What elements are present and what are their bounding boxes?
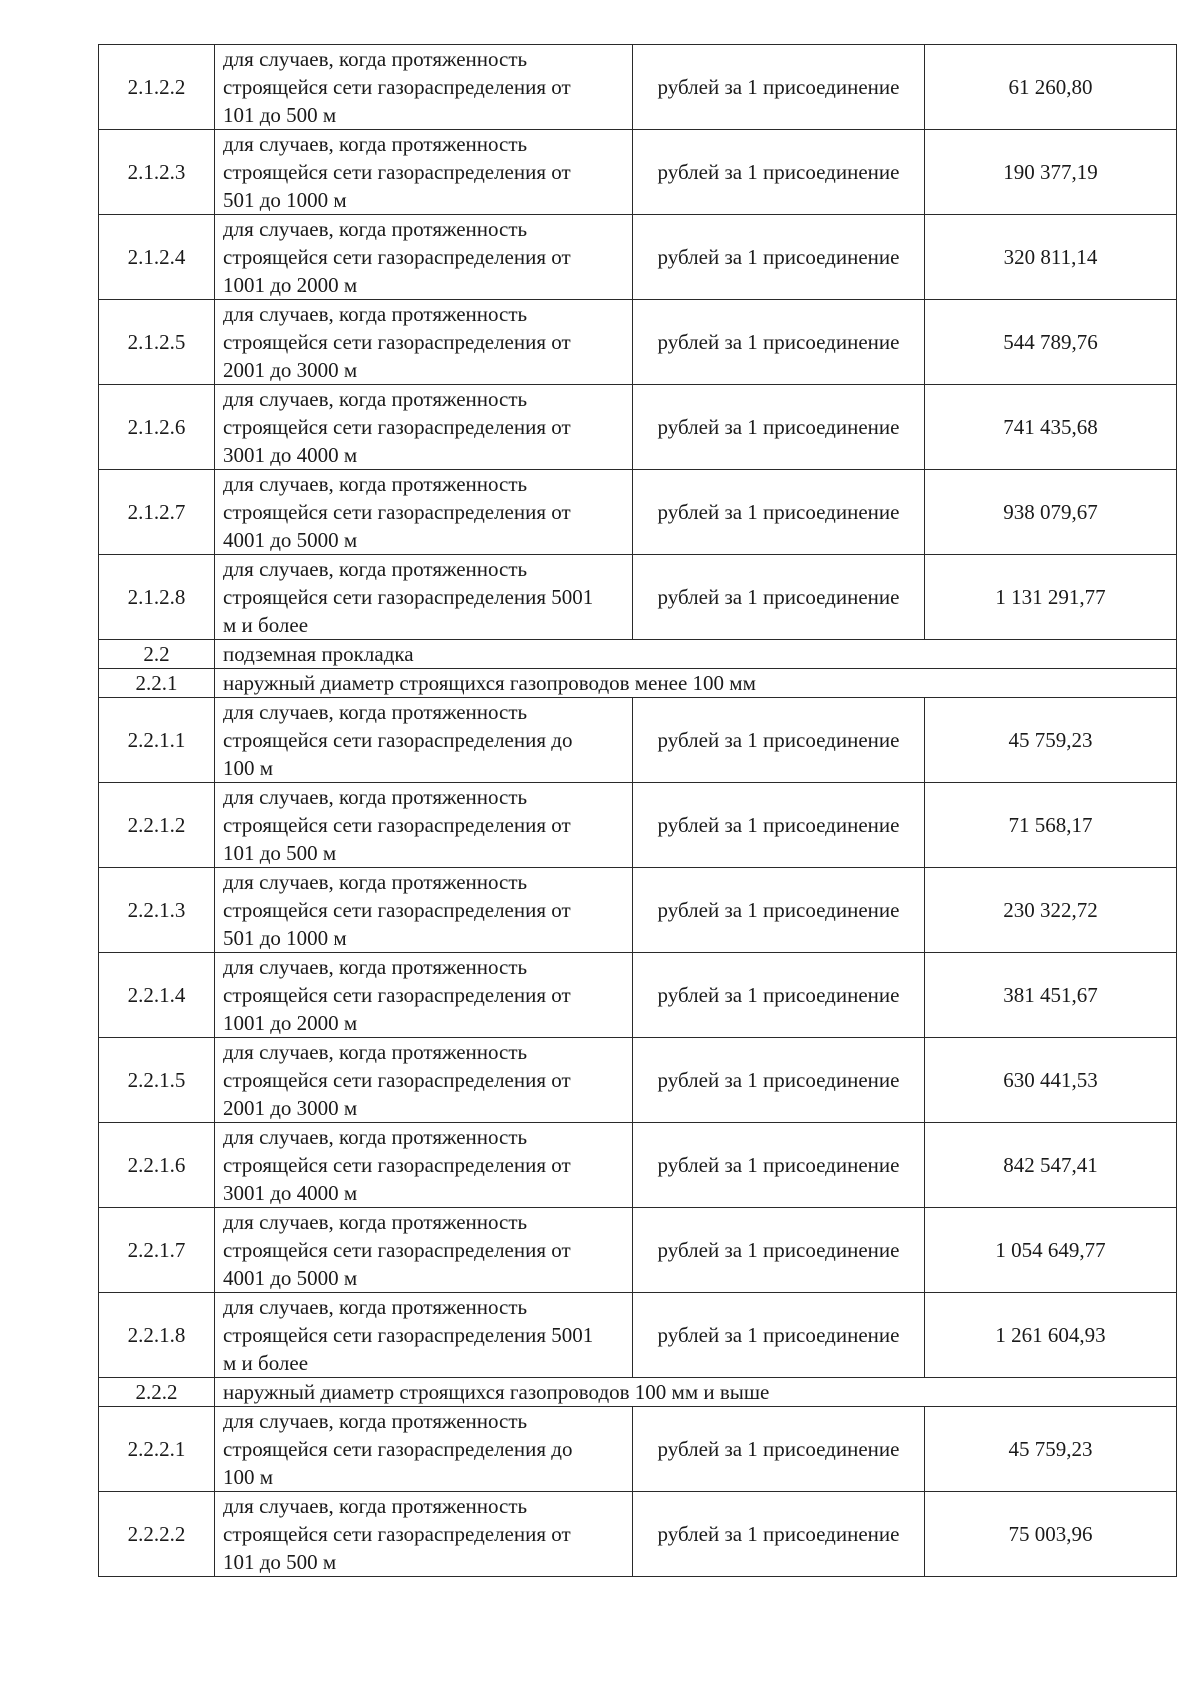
row-unit: рублей за 1 присоединение (633, 470, 925, 555)
row-code: 2.1.2.4 (99, 215, 215, 300)
row-description (215, 300, 633, 385)
table-row (99, 1123, 1177, 1208)
row-code: 2.1.2.3 (99, 130, 215, 215)
row-unit: рублей за 1 присоединение (633, 868, 925, 953)
row-value: 842 547,41 (925, 1123, 1177, 1208)
row-unit: рублей за 1 присоединение (633, 1492, 925, 1577)
row-code: 2.2.1.8 (99, 1293, 215, 1378)
row-code: 2.2.2 (99, 1378, 215, 1407)
row-value: 544 789,76 (925, 300, 1177, 385)
description-line: строящейся сети газораспределения от (223, 898, 571, 922)
description-line: строящейся сети газораспределения от (223, 813, 571, 837)
section-title: наружный диаметр строящихся газопроводов 100 мм и выше (215, 1378, 1177, 1407)
description-line: 1001 до 2000 м (223, 1011, 358, 1035)
row-description (215, 783, 633, 868)
description-line: строящейся сети газораспределения от (223, 983, 571, 1007)
row-value: 741 435,68 (925, 385, 1177, 470)
row-code: 2.1.2.5 (99, 300, 215, 385)
row-description (215, 1492, 633, 1577)
row-code: 2.2.1.4 (99, 953, 215, 1038)
row-description (215, 470, 633, 555)
description-line: 4001 до 5000 м (223, 528, 358, 552)
description-line: 501 до 1000 м (223, 188, 347, 212)
description-line: строящейся сети газораспределения от (223, 1522, 571, 1546)
row-value: 61 260,80 (925, 45, 1177, 130)
description-line: для случаев, когда протяженность (223, 47, 528, 71)
table-row (99, 1293, 1177, 1378)
description-line: м и более (223, 613, 309, 637)
row-unit: рублей за 1 присоединение (633, 300, 925, 385)
row-code: 2.2.1.1 (99, 698, 215, 783)
row-code: 2.1.2.7 (99, 470, 215, 555)
description-line: для случаев, когда протяженность (223, 1409, 528, 1433)
description-line: для случаев, когда протяженность (223, 1125, 528, 1149)
description-line: для случаев, когда протяженность (223, 1295, 528, 1319)
table-row (99, 1407, 1177, 1492)
description-line: 101 до 500 м (223, 1550, 337, 1574)
row-value: 1 131 291,77 (925, 555, 1177, 640)
table-row (99, 1492, 1177, 1577)
description-line: строящейся сети газораспределения от (223, 1238, 571, 1262)
description-line: строящейся сети газораспределения от (223, 500, 571, 524)
row-code: 2.1.2.2 (99, 45, 215, 130)
table-row (99, 130, 1177, 215)
description-line: 2001 до 3000 м (223, 358, 358, 382)
description-line: строящейся сети газораспределения от (223, 75, 571, 99)
table-row (99, 45, 1177, 130)
section-title: наружный диаметр строящихся газопроводов менее 100 мм (215, 669, 1177, 698)
table-row (99, 698, 1177, 783)
description-line: для случаев, когда протяженность (223, 302, 528, 326)
description-line: строящейся сети газораспределения от (223, 245, 571, 269)
row-unit: рублей за 1 присоединение (633, 1208, 925, 1293)
row-value: 1 054 649,77 (925, 1208, 1177, 1293)
row-unit: рублей за 1 присоединение (633, 953, 925, 1038)
row-description (215, 1407, 633, 1492)
description-line: для случаев, когда протяженность (223, 217, 528, 241)
table-row (99, 1208, 1177, 1293)
table-row (99, 953, 1177, 1038)
row-value: 45 759,23 (925, 1407, 1177, 1492)
description-line: для случаев, когда протяженность (223, 785, 528, 809)
description-line: 101 до 500 м (223, 103, 337, 127)
table-row (99, 1038, 1177, 1123)
row-value: 630 441,53 (925, 1038, 1177, 1123)
table-row (99, 783, 1177, 868)
row-unit: рублей за 1 присоединение (633, 130, 925, 215)
description-line: строящейся сети газораспределения 5001 (223, 585, 594, 609)
row-code: 2.2.1.7 (99, 1208, 215, 1293)
table-row (99, 385, 1177, 470)
row-unit: рублей за 1 присоединение (633, 555, 925, 640)
description-line: для случаев, когда протяженность (223, 955, 528, 979)
row-code: 2.2.2.1 (99, 1407, 215, 1492)
description-line: для случаев, когда протяженность (223, 1210, 528, 1234)
description-line: строящейся сети газораспределения от (223, 330, 571, 354)
description-line: для случаев, когда протяженность (223, 472, 528, 496)
row-unit: рублей за 1 присоединение (633, 1038, 925, 1123)
row-description (215, 1038, 633, 1123)
row-code: 2.1.2.6 (99, 385, 215, 470)
description-line: 3001 до 4000 м (223, 443, 358, 467)
row-code: 2.2.1.3 (99, 868, 215, 953)
section-title: подземная прокладка (215, 640, 1177, 669)
description-line: для случаев, когда протяженность (223, 132, 528, 156)
row-value: 320 811,14 (925, 215, 1177, 300)
row-description (215, 555, 633, 640)
row-value: 1 261 604,93 (925, 1293, 1177, 1378)
row-value: 71 568,17 (925, 783, 1177, 868)
row-description (215, 385, 633, 470)
description-line: 4001 до 5000 м (223, 1266, 358, 1290)
row-description (215, 130, 633, 215)
description-line: м и более (223, 1351, 309, 1375)
table-row (99, 470, 1177, 555)
row-value: 381 451,67 (925, 953, 1177, 1038)
row-value: 45 759,23 (925, 698, 1177, 783)
description-line: 100 м (223, 756, 274, 780)
description-line: строящейся сети газораспределения до (223, 1437, 573, 1461)
description-line: строящейся сети газораспределения от (223, 415, 571, 439)
row-code: 2.2.1.5 (99, 1038, 215, 1123)
row-code: 2.1.2.8 (99, 555, 215, 640)
row-description (215, 215, 633, 300)
row-value: 190 377,19 (925, 130, 1177, 215)
row-description (215, 868, 633, 953)
description-line: 501 до 1000 м (223, 926, 347, 950)
row-unit: рублей за 1 присоединение (633, 1123, 925, 1208)
description-line: 100 м (223, 1465, 274, 1489)
tariff-table (98, 44, 1177, 1577)
row-code: 2.2.2.2 (99, 1492, 215, 1577)
table-row (99, 555, 1177, 640)
row-description (215, 45, 633, 130)
section-row (99, 640, 1177, 669)
description-line: для случаев, когда протяженность (223, 557, 528, 581)
row-code: 2.2.1.2 (99, 783, 215, 868)
row-description (215, 1293, 633, 1378)
description-line: строящейся сети газораспределения 5001 (223, 1323, 594, 1347)
row-description (215, 953, 633, 1038)
description-line: строящейся сети газораспределения до (223, 728, 573, 752)
description-line: для случаев, когда протяженность (223, 700, 528, 724)
row-code: 2.2.1 (99, 669, 215, 698)
row-unit: рублей за 1 присоединение (633, 1407, 925, 1492)
row-code: 2.2 (99, 640, 215, 669)
description-line: 3001 до 4000 м (223, 1181, 358, 1205)
row-unit: рублей за 1 присоединение (633, 783, 925, 868)
row-unit: рублей за 1 присоединение (633, 215, 925, 300)
row-description (215, 1208, 633, 1293)
description-line: строящейся сети газораспределения от (223, 1153, 571, 1177)
description-line: для случаев, когда протяженность (223, 387, 528, 411)
description-line: 2001 до 3000 м (223, 1096, 358, 1120)
description-line: строящейся сети газораспределения от (223, 160, 571, 184)
row-unit: рублей за 1 присоединение (633, 385, 925, 470)
table-row (99, 868, 1177, 953)
section-row (99, 669, 1177, 698)
row-description (215, 698, 633, 783)
description-line: строящейся сети газораспределения от (223, 1068, 571, 1092)
table-row (99, 215, 1177, 300)
description-line: для случаев, когда протяженность (223, 1040, 528, 1064)
description-line: 1001 до 2000 м (223, 273, 358, 297)
row-unit: рублей за 1 присоединение (633, 698, 925, 783)
description-line: для случаев, когда протяженность (223, 1494, 528, 1518)
row-unit: рублей за 1 присоединение (633, 45, 925, 130)
row-value: 75 003,96 (925, 1492, 1177, 1577)
tariff-table-body (99, 45, 1177, 1577)
section-row (99, 1378, 1177, 1407)
description-line: 101 до 500 м (223, 841, 337, 865)
row-code: 2.2.1.6 (99, 1123, 215, 1208)
description-line: для случаев, когда протяженность (223, 870, 528, 894)
row-value: 938 079,67 (925, 470, 1177, 555)
row-unit: рублей за 1 присоединение (633, 1293, 925, 1378)
row-value: 230 322,72 (925, 868, 1177, 953)
table-row (99, 300, 1177, 385)
row-description (215, 1123, 633, 1208)
